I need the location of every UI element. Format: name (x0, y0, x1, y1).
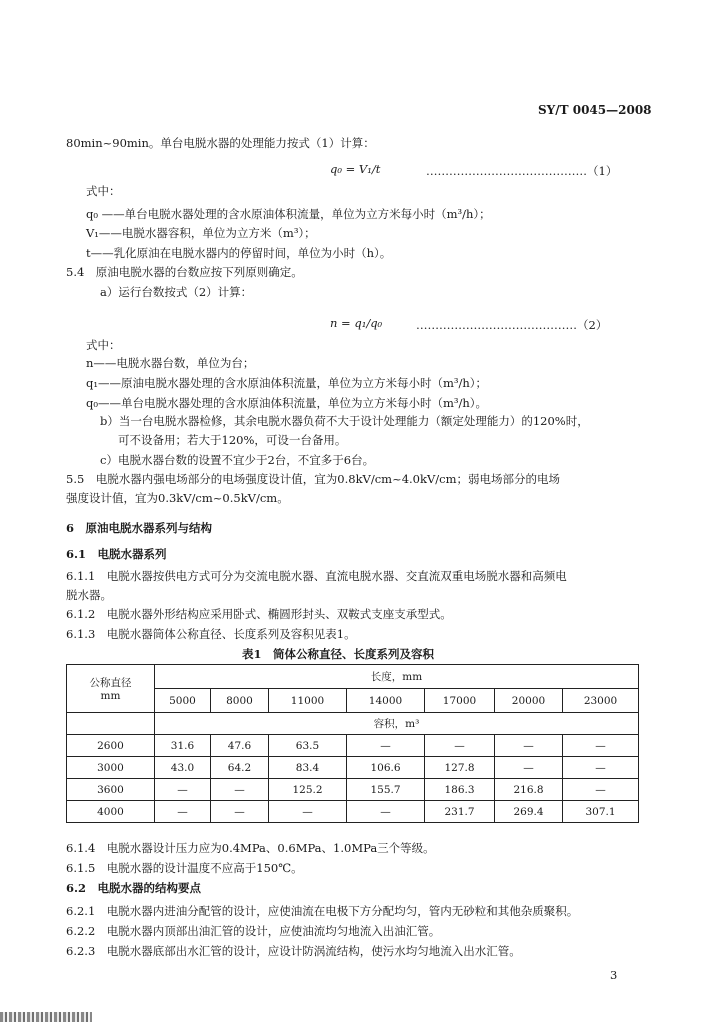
section-6-2-heading: 6.2 电脱水器的结构要点 (66, 881, 202, 895)
length-cell: 8000 (211, 689, 269, 713)
formula-2-number: ……………………………………（2） (416, 318, 608, 332)
volume-cell: — (155, 779, 211, 801)
table-title: 表1 筒体公称直径、长度系列及容积 (242, 647, 434, 661)
length-cell: 20000 (495, 689, 563, 713)
volume-cell: — (155, 801, 211, 823)
volume-cell: 31.6 (155, 735, 211, 757)
volume-cell: — (563, 757, 639, 779)
section-5-4: 5.4 原油电脱水器的台数应按下列原则确定。 (66, 265, 303, 279)
section-5-5: 5.5 电脱水器内强电场部分的电场强度设计值，宜为0.8kV/cm~4.0kV/cm；弱电场部分的电场 (66, 472, 560, 486)
section-6-1-3: 6.1.3 电脱水器筒体公称直径、长度系列及容积见表1。 (66, 627, 356, 641)
definition-line: q₁——原油电脱水器处理的含水原油体积流量，单位为立方米每小时（m³/h）； (86, 376, 488, 390)
volume-cell: — (495, 735, 563, 757)
definition-line: q₀——单台电脱水器处理的含水原油体积流量，单位为立方米每小时（m³/h）。 (86, 396, 488, 410)
volume-cell: 269.4 (495, 801, 563, 823)
volume-cell: 127.8 (425, 757, 495, 779)
list-item-b-cont: 可不设备用；若大于120%，可设一台备用。 (118, 433, 347, 447)
length-cell: 23000 (563, 689, 639, 713)
diameter-cell: 2600 (67, 735, 155, 757)
table-corner-unit: mm (100, 690, 121, 702)
definition-line: q₀ ——单台电脱水器处理的含水原油体积流量，单位为立方米每小时（m³/h）； (86, 207, 491, 221)
table-row (67, 735, 639, 757)
length-cell: 17000 (425, 689, 495, 713)
formula-1: q₀ = V₁/t (330, 162, 381, 176)
table-row (67, 757, 639, 779)
section-6-1-4: 6.1.4 电脱水器设计压力应为0.4MPa、0.6MPa、1.0MPa三个等级。 (66, 841, 435, 855)
volume-cell: 125.2 (269, 779, 347, 801)
length-cell: 5000 (155, 689, 211, 713)
length-header: 长度，mm (155, 665, 639, 689)
list-item-a: a）运行台数按式（2）计算： (100, 285, 253, 299)
section-6-1-2: 6.1.2 电脱水器外形结构应采用卧式、椭圆形封头、双鞍式支座支承型式。 (66, 607, 452, 621)
volume-cell: 63.5 (269, 735, 347, 757)
section-6-1-5: 6.1.5 电脱水器的设计温度不应高于150℃。 (66, 861, 303, 875)
table-corner-cell (67, 665, 155, 713)
blank-cell (67, 713, 155, 735)
section-6-2-2: 6.2.2 电脱水器内顶部出油汇管的设计，应使油流均匀地流入出油汇管。 (66, 924, 441, 938)
section-6-1-1: 6.1.1 电脱水器按供电方式可分为交流电脱水器、直流电脱水器、交直流双重电场脱水器和高频电 (66, 569, 567, 583)
scan-artifact (0, 1012, 92, 1022)
list-item-b: b）当一台电脱水器检修，其余电脱水器负荷不大于设计处理能力（额定处理能力）的120%时， (100, 414, 589, 428)
formula-1-number: ……………………………………（1） (426, 164, 618, 178)
volume-cell: 307.1 (563, 801, 639, 823)
volume-cell: 216.8 (495, 779, 563, 801)
section-6-2-1: 6.2.1 电脱水器内进油分配管的设计，应使油流在电极下方分配均匀，管内无砂粒和其他杂质聚积。 (66, 904, 579, 918)
table-row (67, 801, 639, 823)
table-row (67, 779, 639, 801)
table-corner-label: 公称直径 (89, 677, 132, 689)
volume-cell: — (211, 801, 269, 823)
volume-cell: 43.0 (155, 757, 211, 779)
section-6-heading: 6 原油电脱水器系列与结构 (66, 521, 213, 535)
volume-cell: — (211, 779, 269, 801)
where-label: 式中： (86, 338, 121, 352)
page-number: 3 (610, 968, 618, 982)
standard-code: SY/T 0045—2008 (538, 103, 652, 117)
length-cell: 11000 (269, 689, 347, 713)
diameter-cell: 3600 (67, 779, 155, 801)
section-6-2-3: 6.2.3 电脱水器底部出水汇管的设计，应设计防涡流结构，使污水均匀地流入出水汇管。 (66, 944, 521, 958)
where-label: 式中： (86, 184, 121, 198)
length-cell: 14000 (347, 689, 425, 713)
volume-cell: 186.3 (425, 779, 495, 801)
section-6-1-heading: 6.1 电脱水器系列 (66, 547, 167, 561)
volume-cell: — (563, 735, 639, 757)
volume-cell: 231.7 (425, 801, 495, 823)
formula-2: n = q₁/q₀ (330, 316, 383, 330)
volume-cell: 64.2 (211, 757, 269, 779)
volume-header: 容积，m³ (155, 713, 639, 735)
section-5-5-cont: 强度设计值，宜为0.3kV/cm~0.5kV/cm。 (66, 491, 289, 505)
diameter-cell: 4000 (67, 801, 155, 823)
definition-line: V₁——电脱水器容积，单位为立方米（m³）； (86, 226, 316, 240)
volume-cell: — (269, 801, 347, 823)
volume-cell: 155.7 (347, 779, 425, 801)
diameter-cell: 3000 (67, 757, 155, 779)
volume-cell: 83.4 (269, 757, 347, 779)
volume-cell: — (495, 757, 563, 779)
volume-cell: — (425, 735, 495, 757)
definition-line: t——乳化原油在电脱水器内的停留时间，单位为小时（h）。 (86, 246, 392, 260)
list-item-c: c）电脱水器台数的设置不宜少于2台，不宜多于6台。 (100, 453, 375, 467)
volume-cell: 47.6 (211, 735, 269, 757)
section-6-1-1-cont: 脱水器。 (66, 588, 112, 602)
volume-cell: 106.6 (347, 757, 425, 779)
text-line: 80min~90min。单台电脱水器的处理能力按式（1）计算： (66, 136, 375, 150)
volume-cell: — (347, 801, 425, 823)
volume-table (66, 664, 639, 823)
volume-cell: — (347, 735, 425, 757)
definition-line: n——电脱水器台数，单位为台； (86, 356, 255, 370)
volume-cell: — (563, 779, 639, 801)
